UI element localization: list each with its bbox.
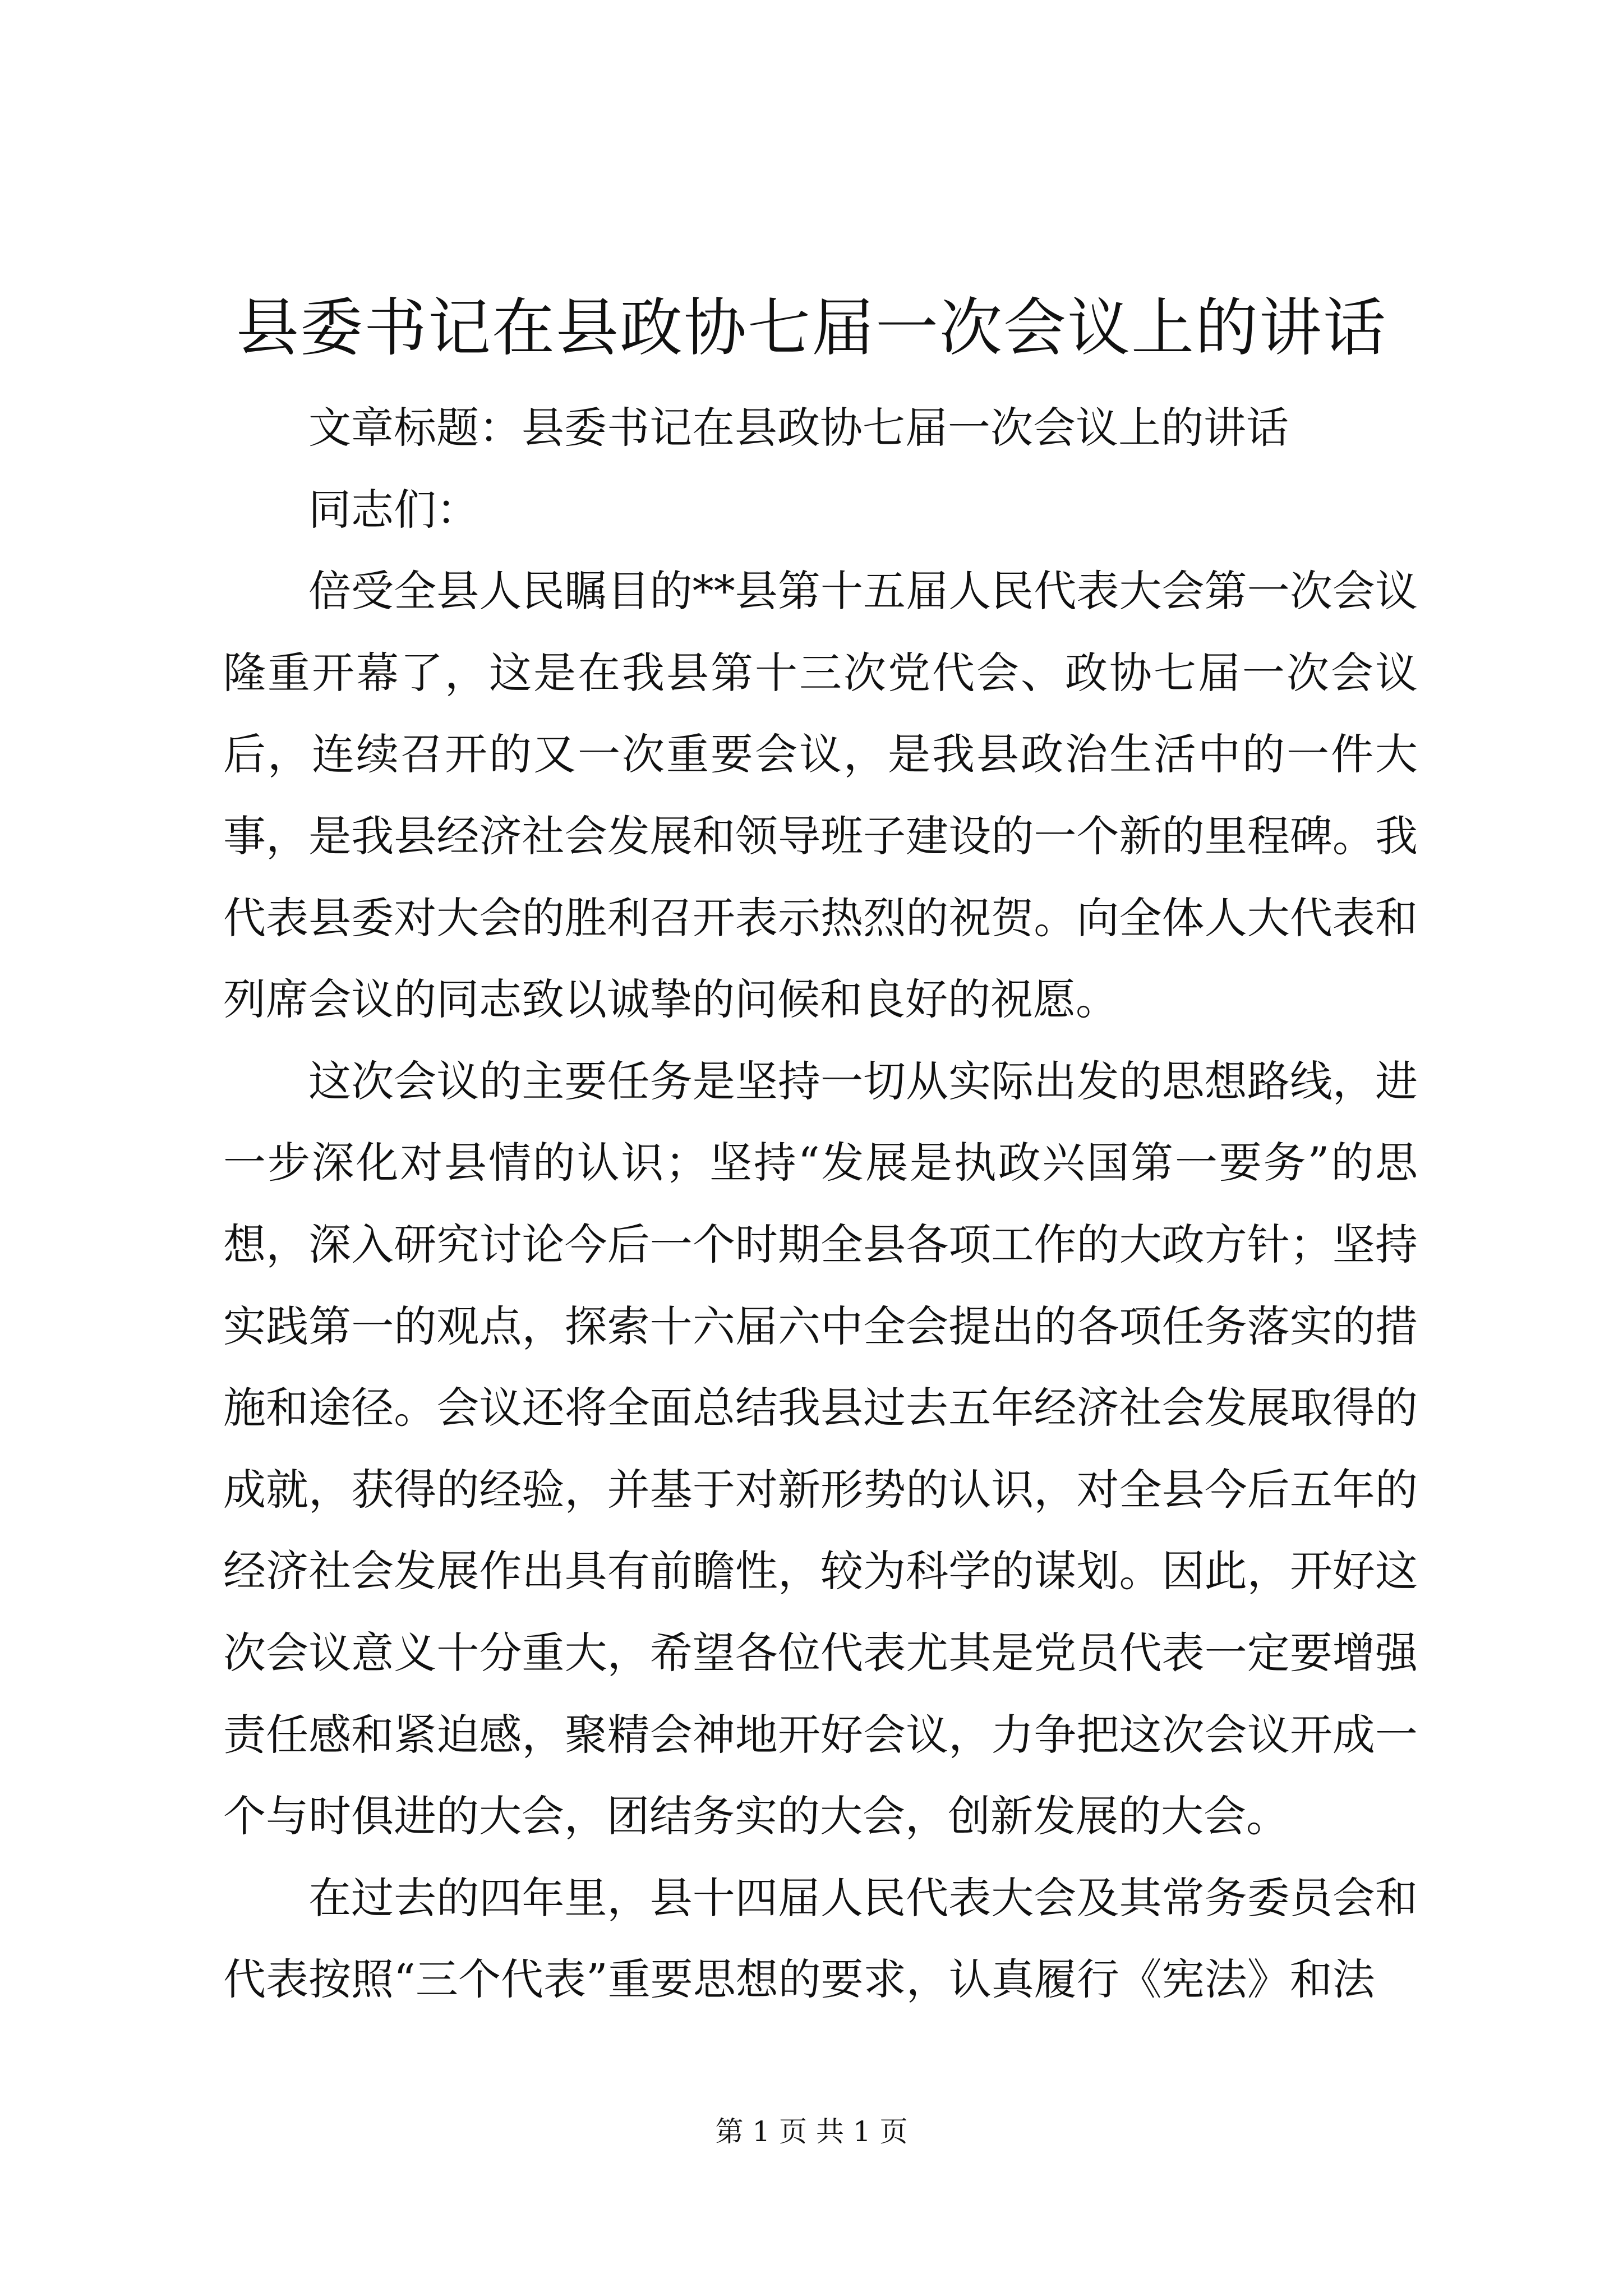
- paragraph-2: 这次会议的主要任务是坚持一切从实际出发的思想路线，进一步深化对县情的认识；坚持“发展是执政兴国第一要务”的思想，深入研究讨论今后一个时期全县各项工作的大政方针；坚持实践第一的观点，探索十六届六中全会提出的各项任务落实的措施和途径。会议还将全面总结我县过去五年经济社会发展取得的成就，获得的经验，并基于对新形势的认识，对全县今后五年的经济社会发展作出具有前瞻性，较为科学的谋划。因此，开好这次会议意义十分重大，希望各位代表尤其是党员代表一定要增强责任感和紧迫感，聚精会神地开好会议，力争把这次会议开成一个与时俱进的大会，团结务实的大会，创新发展的大会。: [223, 1056, 1418, 1842]
- article-title-line: 文章标题：县委书记在县政协七届一次会议上的讲话: [308, 403, 1289, 453]
- salutation: 同志们：: [308, 484, 479, 535]
- paragraph-1: 倍受全县人民瞩目的**县第十五届人民代表大会第一次会议隆重开幕了，这是在我县第十三次党代会、政协七届一次会议后，连续召开的又一次重要会议，是我县政治生活中的一件大事，是我县经济社会发展和领导班子建设的一个新的里程碑。我代表县委对大会的胜利召开表示热烈的祝贺。向全体人大代表和列席会议的同志致以诚挚的问候和良好的祝愿。: [223, 566, 1418, 1025]
- document-body: [223, 387, 1418, 2021]
- document-title: 县委书记在县政协七届一次会议上的讲话: [236, 292, 1387, 365]
- page-footer: 第 1 页 共 1 页: [715, 2115, 908, 2148]
- paragraph-3: 在过去的四年里，县十四届人民代表大会及其常务委员会和代表按照“三个代表”重要思想的要求，认真履行《宪法》和法: [223, 1872, 1418, 2005]
